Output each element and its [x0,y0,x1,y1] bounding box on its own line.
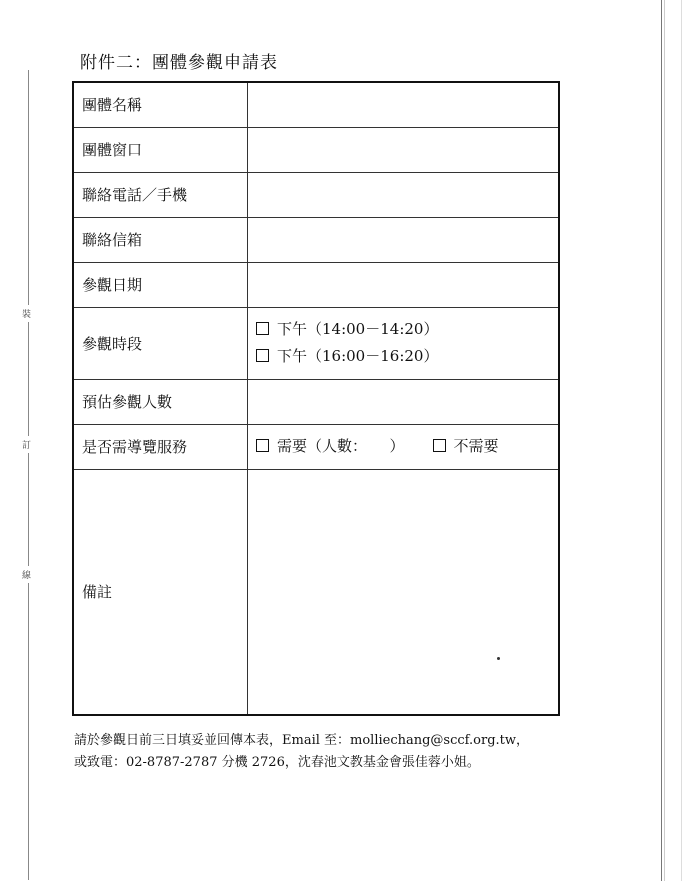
application-form-table [72,81,560,716]
binding-line [28,70,29,880]
checkbox[interactable] [256,322,269,335]
page-edge-line [661,0,662,881]
guide-option-not-needed[interactable] [433,437,499,455]
footer-note [74,730,529,774]
option-label: 不需要 [453,437,499,455]
binding-mark-bottom: 線 [22,566,31,583]
option-label: 下午（16:00－16:20） [277,347,439,365]
form-row [73,82,559,127]
checkbox[interactable] [256,349,269,362]
checkbox[interactable] [433,439,446,452]
time-option[interactable] [256,343,550,370]
checkbox[interactable] [256,439,269,452]
row-label: 備註 [73,469,248,715]
visit-date-field[interactable] [248,262,560,307]
row-label: 預估參觀人數 [73,379,248,424]
page-edge-line [681,0,682,881]
remarks-field[interactable] [248,469,560,715]
footer-line: 或致電：02-8787-2787 分機 2726，沈春池文教基金會張佳蓉小姐。 [74,755,480,770]
form-row [73,469,559,715]
row-label: 團體窗口 [73,127,248,172]
visit-time-options [248,307,560,379]
group-contact-field[interactable] [248,127,560,172]
time-option[interactable] [256,316,550,343]
option-label: 下午（14:00－14:20） [277,320,439,338]
option-label: 需要（人數： ） [277,437,405,455]
form-row [73,424,559,469]
row-label: 聯絡電話／手機 [73,172,248,217]
footer-line: 請於參觀日前三日填妥並回傳本表，Email 至：molliechang@sccf.org.tw， [74,733,529,748]
binding-mark-top: 裝 [22,305,31,322]
page-edge-line [664,0,665,881]
form-row [73,379,559,424]
form-row [73,217,559,262]
guide-option-needed[interactable] [256,437,405,455]
row-label: 聯絡信箱 [73,217,248,262]
row-label: 團體名稱 [73,82,248,127]
row-label: 是否需導覽服務 [73,424,248,469]
document-title: 附件二：團體參觀申請表 [80,53,278,73]
form-row [73,127,559,172]
phone-field[interactable] [248,172,560,217]
row-label: 參觀時段 [73,307,248,379]
group-name-field[interactable] [248,82,560,127]
scan-speck [497,657,500,660]
row-label: 參觀日期 [73,262,248,307]
form-row [73,172,559,217]
guide-service-options [248,424,560,469]
binding-mark-middle: 訂 [22,436,31,453]
visitor-count-field[interactable] [248,379,560,424]
form-row [73,262,559,307]
email-field[interactable] [248,217,560,262]
form-row [73,307,559,379]
